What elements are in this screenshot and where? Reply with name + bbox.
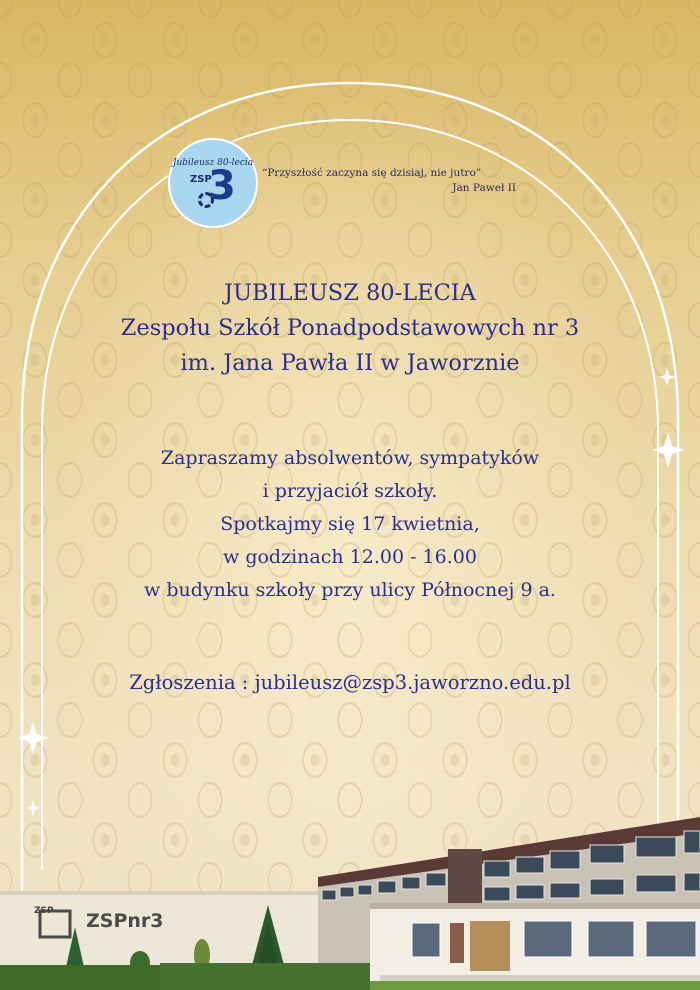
invitation-line-4: w godzinach 12.00 - 16.00 [223,546,477,568]
title-line-3: im. Jana Pawła II w Jaworznie [180,350,520,376]
invitation-line-2: i przyjaciół szkoły. [262,480,438,502]
title-line-2: Zespołu Szkół Ponadpodstawowych nr 3 [120,315,580,341]
school-building-photo [0,815,700,990]
contact-label: Zgłoszenia : [129,671,249,694]
logo-jubilee-text: Jubileusz 80-lecia [172,158,254,168]
sparkle-icon [26,800,40,816]
logo-number: 3 [208,163,236,209]
invitation-line-3: Spotkajmy się 17 kwietnia, [220,513,480,535]
lawn [370,981,700,990]
building-tower [448,849,482,909]
logo-zsp-text: ZSP [190,174,212,185]
quote-text: “Przyszłość zaczyna się dzisiaj, nie jutro” [262,167,482,179]
invitation-text [0,442,700,607]
quote-block [262,167,522,194]
contact-email: jubileusz@zsp3.jaworzno.edu.pl [254,671,571,694]
title-line-1: JUBILEUSZ 80-LECIA [224,280,476,306]
building-sign-small: ZSP [34,906,54,916]
registration-contact [0,671,700,694]
quote-author: Jan Paweł II [452,182,516,194]
invitation-line-5: w budynku szkoły przy ulicy Północnej 9 a. [144,579,556,601]
building-sign-big: ZSPnr3 [86,910,164,932]
poster-title [0,276,700,381]
gear-icon [198,192,214,208]
invitation-line-1: Zapraszamy absolwentów, sympatyków [160,447,540,469]
school-jubilee-logo [168,138,258,228]
